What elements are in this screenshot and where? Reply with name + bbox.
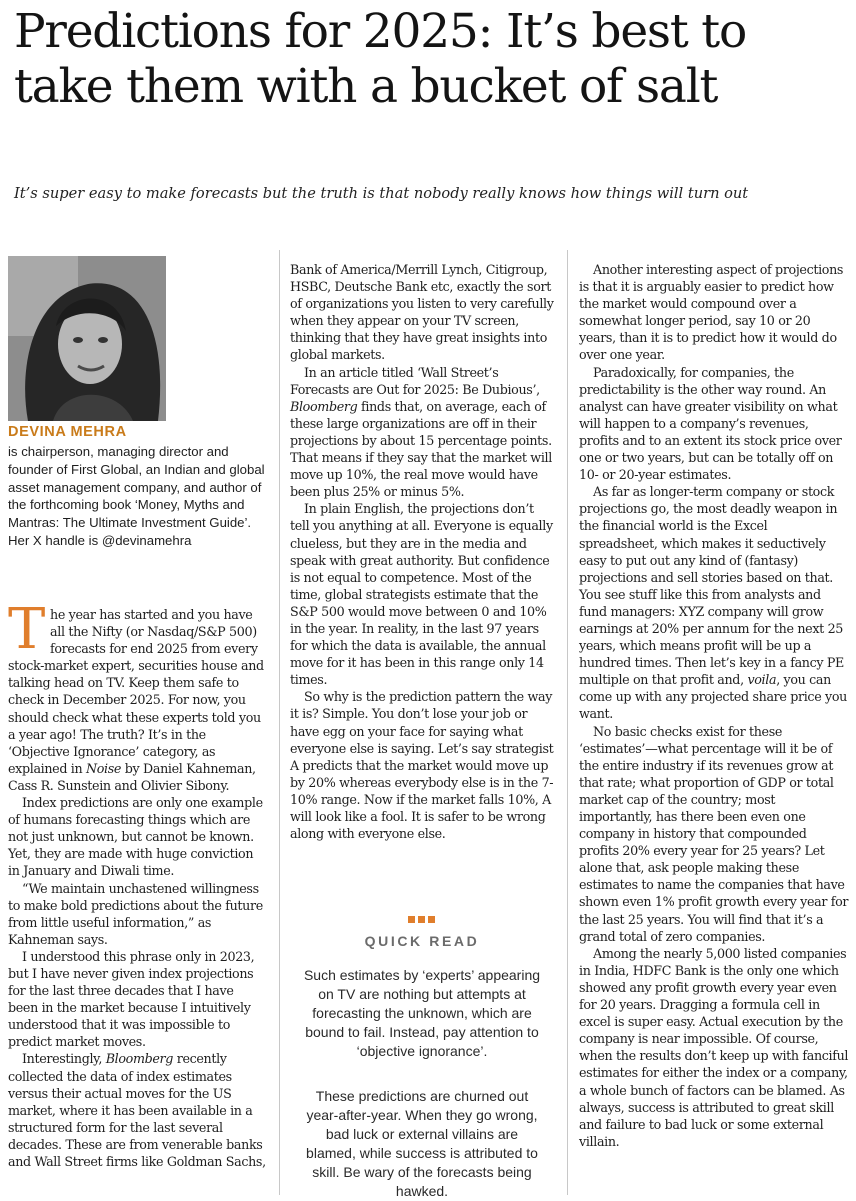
column-divider-right <box>567 250 568 1195</box>
column-divider-left <box>279 250 280 1195</box>
author-photo <box>8 256 166 421</box>
paragraph-9: So why is the prediction pattern the way it is? Simple. You don’t lose your job or have egg on your face for saying what everyone else is saying. Let’s say strategist A predicts that the market would move up by 20% whereas everybody else is in the 7-10% range. Now if the market falls 10%, A will look like a fool. It is safer to be wrong along with everyone else. <box>290 689 554 842</box>
paragraph-11: Paradoxically, for companies, the predictability is the other way round. An analyst can have greater visibility on what will happen to a company’s revenues, profits and to an extent its stock price over one or two years, but can be totally off on 10- or 20-year estimates. <box>579 364 842 483</box>
word-voila: voila <box>747 672 777 688</box>
headline <box>14 4 844 114</box>
headline-line-2: take them with a bucket of salt <box>14 59 718 114</box>
article-column-3 <box>579 261 849 1150</box>
paragraph-1: The year has started and you have all the Nifty (or Nasdaq/S&P 500) forecasts for end 2025 from every stock-market expert, securities house and talking head on TV. Keep them safe to check in December 2025. For now, you should check what these experts told you a year ago! The truth? It’s in the ‘Objective Ignorance’ category, as explained in Noise by Daniel Kahneman, Cass R. Sunstein and Olivier Sibony. <box>8 597 264 793</box>
publication-bloomberg: Bloomberg <box>105 1051 174 1067</box>
paragraph-6: Bank of America/Merrill Lynch, Citigroup, HSBC, Deutsche Bank etc, exactly the sort of organizations you listen to very carefully when they appear on your TV screen, thinking that they have great insights into global markets. <box>290 262 554 363</box>
paragraph-3: “We maintain unchastened willingness to make bold predictions about the future from little useful information,” as Kahneman says. <box>8 880 263 947</box>
paragraph-10: Another interesting aspect of projections is that it is arguably easier to predict how the market would compound over a somewhat longer period, say 10 or 20 years, than it is to predict how it would do over one year. <box>579 262 844 363</box>
publication-bloomberg-2: Bloomberg <box>290 398 358 414</box>
drop-cap: T <box>8 597 46 662</box>
paragraph-14: Among the nearly 5,000 listed companies in India, HDFC Bank is the only one which showed any profit growth every year even for 20 years. Dragging a formula cell in excel is super easy. Actual execution by the company is near impossible. Of course, when the results don’t keep up with fanciful estimates for either the index or a company, a whole bunch of factors can be blamed. As always, success is attributed to great skill and failure to bad luck or some external villain. <box>579 945 849 1149</box>
book-title-noise: Noise <box>86 760 122 776</box>
paragraph-8: In plain English, the projections don’t tell you anything at all. Everyone is equally clueless, but they are in the media and speak with great authority. But confidence is not equal to competence. Most of the time, global strategists estimate that the S&P 500 would move between 0 and 10% in the year. In reality, in the last 97 years for which the data is available, the annual move for it has been in this range only 14 times. <box>290 501 553 688</box>
author-portrait-image <box>8 256 166 421</box>
author-name: DEVINA MEHRA <box>8 424 127 440</box>
paragraph-13: No basic checks exist for these ‘estimates’—what percentage will it be of the entire industry if its revenues grow at that rate; what proportion of GDP or total market cap of the country; most importantly, has there been even one company in history that compounded profits 20% every year for 25 years? Let alone that, ask people making these estimates to name the companies that have shown even 1% profit growth every year for the last 25 years. You will find that it’s a grand total of zero companies. <box>579 723 849 944</box>
paragraph-2: Index predictions are only one example of humans forecasting things which are not just unknown, but cannot be known. Yet, they are made with huge conviction in January and Diwali time. <box>8 795 263 879</box>
standfirst: It’s super easy to make forecasts but the truth is that nobody really knows how things will turn out <box>14 185 749 202</box>
quick-read-point-1: Such estimates by ‘experts’ appearing on TV are nothing but attempts at forecasting the unknown, which are bound to fail. Instead, pay attention to ‘objective ignorance’. <box>303 967 541 1059</box>
article-column-2 <box>290 261 554 842</box>
paragraph-4: I understood this phrase only in 2023, but I have never given index projections for the last three decades that I have been in the market because I intuitively understood that it was impossible to predict market moves. <box>8 948 255 1050</box>
article-column-1 <box>8 597 266 1170</box>
paragraph-12: As far as longer-term company or stock projections go, the most deadly weapon in the financial world is the Excel spreadsheet, which makes it seductively easy to put out any kind of (fantasy) projections and sell stories based on that. You see stuff like this from analysts and fund managers: XYZ company will grow earnings at 20% per annum for the next 25 years, which means profit will be up a hundred times. Then let’s key in a fancy PE multiple on that profit and, voila, you can come up with any projected share price you want. <box>579 484 847 722</box>
quick-read-point-2: These predictions are churned out year-after-year. When they go wrong, bad luck or external villains are blamed, while success is attributed to skill. Be wary of the forecasts being hawked. <box>306 1088 538 1199</box>
quick-read-title: QUICK READ <box>364 933 480 949</box>
paragraph-5: Interestingly, Bloomberg recently collected the data of index estimates versus their actual moves for the US market, where it has been available in a structured form for the last several decades. These are from venerable banks and Wall Street firms like Goldman Sachs, <box>8 1051 266 1169</box>
paragraph-7: In an article titled ‘Wall Street’s Forecasts are Out for 2025: Be Dubious’, Bloomberg finds that, on average, each of these large organizations are off in their projections by about 15 percentage points. That means if they say that the market will move up 10%, the real move would have been plus 25% or minus 5%. <box>290 364 552 500</box>
quick-read-icon <box>408 916 436 924</box>
author-bio: is chairperson, managing director and founder of First Global, an Indian and global asset management company, and author of the forthcoming book ‘Money, Myths and Mantras: The Ultimate Investment Guide’. Her X handle is @devinamehra <box>8 444 265 548</box>
headline-line-1: Predictions for 2025: It’s best to <box>14 4 747 59</box>
